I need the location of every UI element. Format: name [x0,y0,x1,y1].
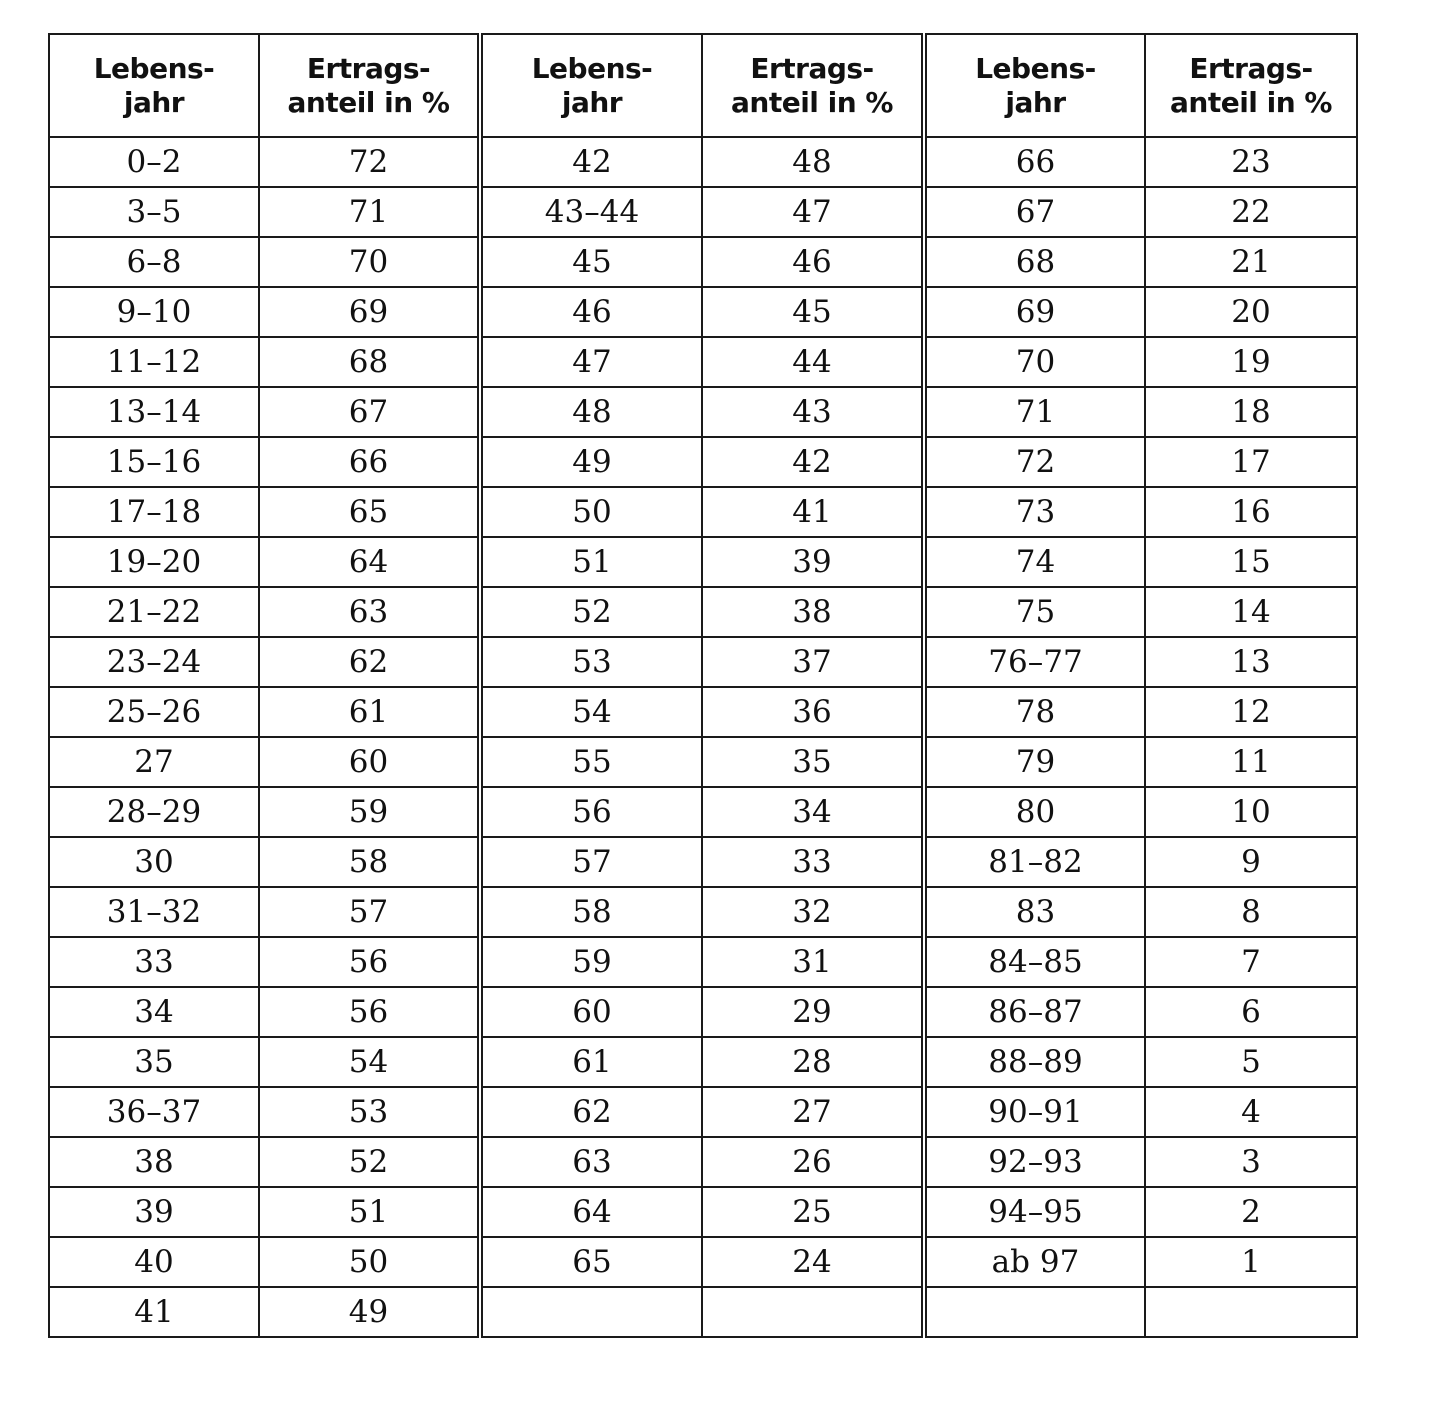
header-line-1: Ertrags- [306,51,431,85]
ertragsanteil-cell: 31 [702,937,924,987]
lebensjahr-cell: 65 [480,1237,702,1287]
lebensjahr-cell: 48 [480,387,702,437]
ertragsanteil-cell: 67 [259,387,480,437]
ertragsanteil-cell: 36 [702,687,924,737]
lebensjahr-cell: 75 [924,587,1145,637]
header-ertragsanteil-2 [702,34,924,137]
ertragsanteil-cell: 9 [1145,837,1357,887]
lebensjahr-cell: 45 [480,237,702,287]
ertragsanteil-cell: 3 [1145,1137,1357,1187]
ertragsanteil-cell: 49 [259,1287,480,1337]
table-row [49,437,1357,487]
lebensjahr-cell: 74 [924,537,1145,587]
lebensjahr-cell: 54 [480,687,702,737]
table-row [49,837,1357,887]
ertragsanteil-cell: 51 [259,1187,480,1237]
ertragsanteil-cell: 11 [1145,737,1357,787]
header-lebensjahr-1 [49,34,259,137]
ertragsanteil-cell: 39 [702,537,924,587]
lebensjahr-cell: 6–8 [49,237,259,287]
lebensjahr-cell: 33 [49,937,259,987]
ertragsanteil-table [48,33,1358,1338]
ertragsanteil-cell: 21 [1145,237,1357,287]
lebensjahr-cell: 69 [924,287,1145,337]
lebensjahr-cell: 61 [480,1037,702,1087]
header-line-2: jahr [561,85,623,119]
header-line-1: Ertrags- [1189,51,1313,85]
ertragsanteil-cell: 1 [1145,1237,1357,1287]
lebensjahr-cell: 23–24 [49,637,259,687]
ertragsanteil-cell: 19 [1145,337,1357,387]
ertragsanteil-cell: 14 [1145,587,1357,637]
ertragsanteil-cell: 43 [702,387,924,437]
ertragsanteil-cell [702,1287,924,1337]
header-line-1: Lebens- [975,51,1096,85]
header-ertragsanteil-3 [1145,34,1357,137]
lebensjahr-cell: 13–14 [49,387,259,437]
lebensjahr-cell: 9–10 [49,287,259,337]
table-row [49,337,1357,387]
ertragsanteil-cell: 5 [1145,1037,1357,1087]
ertragsanteil-cell: 63 [259,587,480,637]
lebensjahr-cell: 72 [924,437,1145,487]
table-body [49,137,1357,1337]
lebensjahr-cell: 86–87 [924,987,1145,1037]
ertragsanteil-cell: 2 [1145,1187,1357,1237]
lebensjahr-cell: 3–5 [49,187,259,237]
lebensjahr-cell: 73 [924,487,1145,537]
lebensjahr-cell: 46 [480,287,702,337]
table-row [49,487,1357,537]
lebensjahr-cell: 92–93 [924,1137,1145,1187]
lebensjahr-cell: 17–18 [49,487,259,537]
ertragsanteil-cell: 47 [702,187,924,237]
ertragsanteil-cell: 56 [259,987,480,1037]
ertragsanteil-cell: 32 [702,887,924,937]
ertragsanteil-cell [1145,1287,1357,1337]
ertragsanteil-cell: 41 [702,487,924,537]
header-ertragsanteil-1 [259,34,480,137]
ertragsanteil-cell: 17 [1145,437,1357,487]
lebensjahr-cell: 57 [480,837,702,887]
ertragsanteil-cell: 57 [259,887,480,937]
ertragsanteil-cell: 64 [259,537,480,587]
ertragsanteil-cell: 22 [1145,187,1357,237]
table-row [49,387,1357,437]
lebensjahr-cell: 41 [49,1287,259,1337]
ertragsanteil-cell: 50 [259,1237,480,1287]
ertragsanteil-cell: 16 [1145,487,1357,537]
table-row [49,937,1357,987]
lebensjahr-cell: 31–32 [49,887,259,937]
table-row [49,887,1357,937]
ertragsanteil-cell: 42 [702,437,924,487]
header-line-1: Lebens- [93,51,215,85]
lebensjahr-cell: 76–77 [924,637,1145,687]
ertragsanteil-cell: 54 [259,1037,480,1087]
ertragsanteil-cell: 15 [1145,537,1357,587]
header-line-2: anteil in % [731,85,893,119]
ertragsanteil-cell: 61 [259,687,480,737]
table-row [49,1187,1357,1237]
ertragsanteil-cell: 46 [702,237,924,287]
ertragsanteil-cell: 45 [702,287,924,337]
lebensjahr-cell: 88–89 [924,1037,1145,1087]
table-row [49,537,1357,587]
lebensjahr-cell: 49 [480,437,702,487]
lebensjahr-cell: 59 [480,937,702,987]
header-lebensjahr-3 [924,34,1145,137]
header-line-2: jahr [1005,85,1066,119]
lebensjahr-cell: 63 [480,1137,702,1187]
lebensjahr-cell: 40 [49,1237,259,1287]
ertragsanteil-cell: 23 [1145,137,1357,187]
lebensjahr-cell: 71 [924,387,1145,437]
ertragsanteil-cell: 58 [259,837,480,887]
ertragsanteil-cell: 70 [259,237,480,287]
ertragsanteil-cell: 66 [259,437,480,487]
ertragsanteil-cell: 44 [702,337,924,387]
header-lebensjahr-2 [480,34,702,137]
lebensjahr-cell: 84–85 [924,937,1145,987]
lebensjahr-cell: 39 [49,1187,259,1237]
lebensjahr-cell: 51 [480,537,702,587]
ertragsanteil-cell: 18 [1145,387,1357,437]
ertragsanteil-cell: 68 [259,337,480,387]
ertragsanteil-cell: 62 [259,637,480,687]
ertragsanteil-cell: 52 [259,1137,480,1187]
header-line-2: jahr [123,85,185,119]
ertragsanteil-cell: 7 [1145,937,1357,987]
table-row [49,637,1357,687]
lebensjahr-cell: 35 [49,1037,259,1087]
ertragsanteil-cell: 28 [702,1037,924,1087]
ertragsanteil-cell: 27 [702,1087,924,1137]
lebensjahr-cell: 19–20 [49,537,259,587]
ertragsanteil-cell: 13 [1145,637,1357,687]
ertragsanteil-cell: 48 [702,137,924,187]
lebensjahr-cell: 25–26 [49,687,259,737]
lebensjahr-cell: 11–12 [49,337,259,387]
ertragsanteil-cell: 10 [1145,787,1357,837]
ertragsanteil-cell: 71 [259,187,480,237]
table-row [49,587,1357,637]
lebensjahr-cell: 79 [924,737,1145,787]
table-row [49,1137,1357,1187]
ertragsanteil-cell: 56 [259,937,480,987]
lebensjahr-cell: 56 [480,787,702,837]
header-line-2: anteil in % [287,85,450,119]
lebensjahr-cell: 21–22 [49,587,259,637]
table-row [49,787,1357,837]
lebensjahr-cell: 15–16 [49,437,259,487]
lebensjahr-cell: 80 [924,787,1145,837]
ertragsanteil-cell: 6 [1145,987,1357,1037]
lebensjahr-cell: 0–2 [49,137,259,187]
lebensjahr-cell: 94–95 [924,1187,1145,1237]
lebensjahr-cell [480,1287,702,1337]
ertragsanteil-cell: 69 [259,287,480,337]
table-row [49,237,1357,287]
lebensjahr-cell: 58 [480,887,702,937]
lebensjahr-cell: 42 [480,137,702,187]
table-row [49,1287,1357,1337]
header-line-1: Ertrags- [750,51,874,85]
ertragsanteil-cell: 12 [1145,687,1357,737]
ertragsanteil-cell: 26 [702,1137,924,1187]
lebensjahr-cell: 36–37 [49,1087,259,1137]
ertragsanteil-cell: 60 [259,737,480,787]
lebensjahr-cell: 55 [480,737,702,787]
lebensjahr-cell: 38 [49,1137,259,1187]
ertragsanteil-cell: 38 [702,587,924,637]
table-row [49,987,1357,1037]
table-row [49,137,1357,187]
ertragsanteil-cell: 72 [259,137,480,187]
lebensjahr-cell: 67 [924,187,1145,237]
ertragsanteil-cell: 34 [702,787,924,837]
lebensjahr-cell: 64 [480,1187,702,1237]
lebensjahr-cell: 78 [924,687,1145,737]
table-row [49,1037,1357,1087]
ertragsanteil-cell: 25 [702,1187,924,1237]
table-row [49,1087,1357,1137]
header-line-2: anteil in % [1170,85,1332,119]
lebensjahr-cell: 53 [480,637,702,687]
table-row [49,687,1357,737]
ertragsanteil-cell: 29 [702,987,924,1037]
table-row [49,737,1357,787]
lebensjahr-cell: 43–44 [480,187,702,237]
lebensjahr-cell: 47 [480,337,702,387]
lebensjahr-cell: 90–91 [924,1087,1145,1137]
lebensjahr-cell: 50 [480,487,702,537]
lebensjahr-cell: 60 [480,987,702,1037]
ertragsanteil-cell: 65 [259,487,480,537]
lebensjahr-cell: 28–29 [49,787,259,837]
lebensjahr-cell: 27 [49,737,259,787]
lebensjahr-cell: 62 [480,1087,702,1137]
lebensjahr-cell: 70 [924,337,1145,387]
lebensjahr-cell: ab 97 [924,1237,1145,1287]
lebensjahr-cell [924,1287,1145,1337]
lebensjahr-cell: 52 [480,587,702,637]
ertragsanteil-cell: 4 [1145,1087,1357,1137]
header-line-1: Lebens- [531,51,653,85]
ertragsanteil-cell: 24 [702,1237,924,1287]
ertragsanteil-cell: 33 [702,837,924,887]
ertragsanteil-cell: 53 [259,1087,480,1137]
ertragsanteil-cell: 20 [1145,287,1357,337]
ertragsanteil-cell: 35 [702,737,924,787]
lebensjahr-cell: 83 [924,887,1145,937]
lebensjahr-cell: 66 [924,137,1145,187]
lebensjahr-cell: 30 [49,837,259,887]
table-row [49,287,1357,337]
header-row [49,34,1357,137]
table-row [49,187,1357,237]
lebensjahr-cell: 68 [924,237,1145,287]
lebensjahr-cell: 34 [49,987,259,1037]
ertragsanteil-cell: 37 [702,637,924,687]
ertragsanteil-cell: 59 [259,787,480,837]
ertragsanteil-cell: 8 [1145,887,1357,937]
lebensjahr-cell: 81–82 [924,837,1145,887]
table-row [49,1237,1357,1287]
